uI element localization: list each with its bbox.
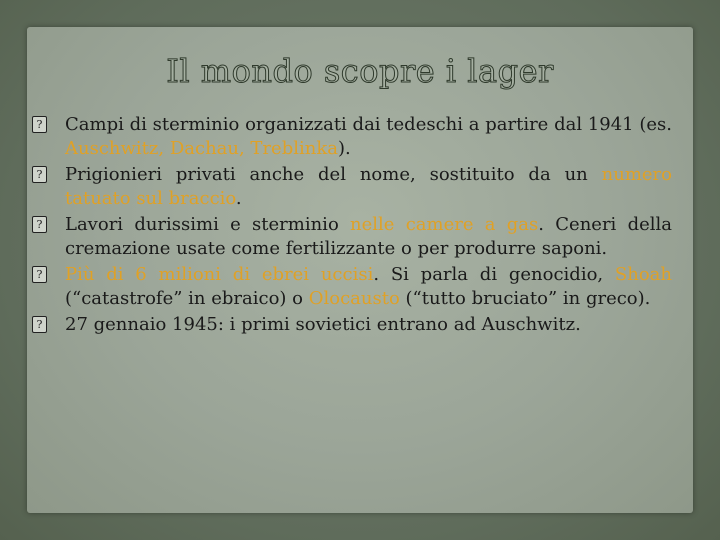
bullet-text: . Ceneri della cremazione usate come fertilizzante o per produrre saponi. [65,214,672,259]
bullet-text: Lavori durissimi e sterminio [65,214,351,235]
bullet-box-icon: ? [32,216,47,233]
bullet-item [32,313,672,337]
bullet-text: 27 gennaio 1945: i primi sovietici entrano ad Auschwitz. [65,314,581,335]
highlighted-text: Shoah [614,264,672,285]
highlighted-text: Auschwitz, Dachau, Treblinka [65,138,338,159]
highlighted-text: Più di 6 milioni di ebrei uccisi [65,264,374,285]
bullet-text: Prigionieri privati anche del nome, sostituito da un [65,164,602,185]
highlighted-text: numero tatuato sul braccio [65,164,672,209]
bullet-item [32,213,672,261]
bullet-item [32,163,672,211]
bullet-text: ). [337,138,351,159]
highlighted-text: nelle camere a gas [350,214,539,235]
bullet-text: . [235,188,242,209]
bullet-box-icon: ? [32,316,47,333]
bullet-box-icon: ? [32,266,47,283]
slide-title: Il mondo scopre i lager [166,52,554,90]
bullet-item [32,263,672,311]
bullet-text: . Si parla di genocidio, [373,264,615,285]
bullet-item [32,113,672,161]
bullet-text: Campi di sterminio organizzati dai tedeschi a partire dal 1941 (es. [65,114,672,135]
bullet-list [32,113,672,339]
bullet-text: (“tutto bruciato” in greco). [399,288,651,309]
bullet-box-icon: ? [32,116,47,133]
bullet-box-icon: ? [32,166,47,183]
highlighted-text: Olocausto [308,288,400,309]
bullet-text: (“catastrofe” in ebraico) o [65,288,309,309]
